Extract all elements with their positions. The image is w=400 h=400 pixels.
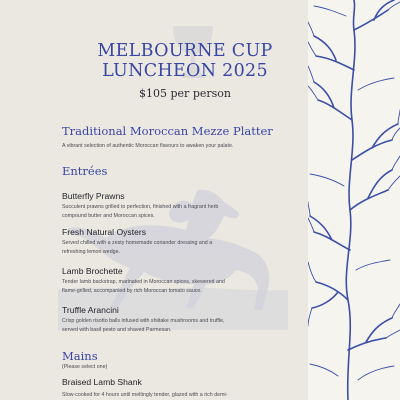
entree-item-name: Lamb Brochette [62,266,123,276]
entree-item-desc: Crisp golden risotto balls infused with shiitake mushrooms and truffle, [62,318,225,324]
entree-item-desc: refreshing lemon wedge. [62,249,121,255]
entree-item-desc: Served chilled with a zesty homemade coriander dressing and a [62,240,213,246]
entrees-title: Entrées [62,164,108,178]
entree-item-desc: served with basil pesto and shaved Parmesan. [62,327,172,333]
mains-note: (Please select one) [62,364,108,370]
coral-decoration [308,0,400,400]
entree-item-desc: flame-grilled, accompanied by rich Moroccan tomato sauce. [62,288,202,294]
price-per-person: $105 per person [139,87,231,100]
menu-title-line-2: LUNCHEON 2025 [102,61,268,81]
main-item-name: Braised Lamb Shank [62,377,142,387]
menu-title-line-1: MELBOURNE CUP [97,41,273,61]
entree-item-desc: Tender lamb backstrap, marinated in Moroccan spices, skewered and [62,279,225,285]
entree-item-desc: Succulent prawns grilled to perfection, finished with a fragrant herb [62,204,219,210]
entree-item-name: Fresh Natural Oysters [62,227,147,237]
mains-title: Mains [62,349,98,363]
entree-item-name: Truffle Arancini [62,305,119,315]
entree-item-name: Butterfly Prawns [62,191,125,201]
entree-item-desc: compound butter and Moroccan spices. [62,213,155,219]
mezze-description: A vibrant selection of authentic Moroccan flavours to awaken your palate. [62,143,234,149]
main-item-desc: Slow-cooked for 4 hours until meltingly tender, glazed with a rich demi- [62,392,228,398]
coral-branches-icon [308,0,400,400]
mezze-title: Traditional Moroccan Mezze Platter [62,124,273,138]
